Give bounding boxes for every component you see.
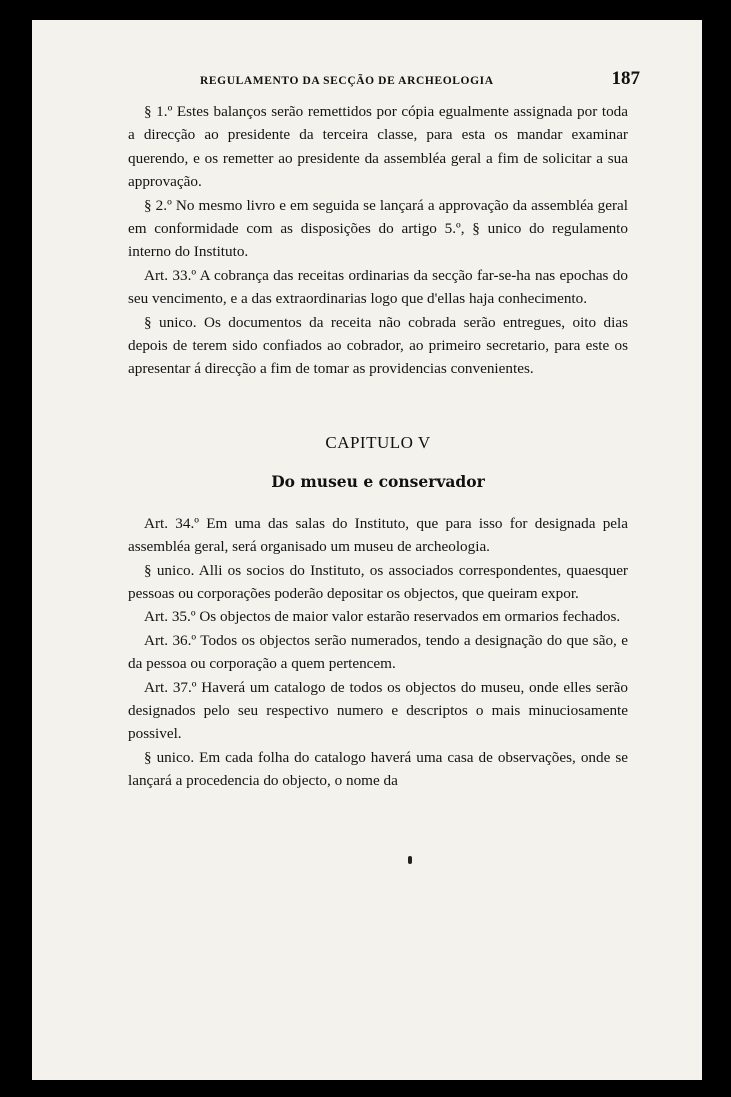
- paragraph: § 2.º No mesmo livro e em seguida se lançará a approvação da assembléa geral em conformidade com as disposições do artigo 5.º, § unico do regulamento interno do Instituto.: [128, 196, 628, 261]
- body-text: [128, 100, 628, 793]
- paragraph: Art. 35.º Os objectos de maior valor estarão reservados em ormarios fechados.: [144, 608, 621, 626]
- document-page: [32, 20, 702, 1080]
- paragraph: Art. 37.º Haverá um catalogo de todos os objectos do museu, onde elles serão designados pelo seu respectivo numero e descriptos o mais minuciosamente possivel.: [128, 678, 628, 743]
- page-header: [200, 68, 640, 90]
- paragraph: Art. 36.º Todos os objectos serão numerados, tendo a designação do que são, e da pessoa ou corporação a quem pertencem.: [128, 631, 628, 673]
- ink-mark: [408, 856, 412, 864]
- paragraph: § unico. Alli os socios do Instituto, os associados correspondentes, quaesquer pessoas ou corporações poderão depositar os objectos, que queiram expor.: [128, 561, 628, 602]
- page-number: 187: [611, 68, 640, 89]
- paragraph: Art. 34.º Em uma das salas do Instituto, que para isso for designada pela assembléa geral, será organisado um museu de archeologia.: [128, 514, 628, 556]
- paragraph: Art. 33.º A cobrança das receitas ordinarias da secção far-se-ha nas epochas do seu vencimento, e a das extraordinarias logo que d'ellas haja conhecimento.: [128, 266, 628, 308]
- chapter-subtitle: Do museu e conservador: [271, 472, 485, 492]
- running-title: REGULAMENTO DA SECÇÃO DE ARCHEOLOGIA: [200, 75, 494, 87]
- paragraph: § unico. Em cada folha do catalogo haverá uma casa de observações, onde se lançará a procedencia do objecto, o nome da: [128, 748, 628, 790]
- paragraph: § unico. Os documentos da receita não cobrada serão entregues, oito dias depois de terem sido confiados ao cobrador, ao primeiro secretario, para este os apresentar á direcção a fim de tomar as providencias convenientes.: [128, 313, 628, 378]
- paragraph: § 1.º Estes balanços serão remettidos por cópia egualmente assignada por toda a direcção ao presidente da terceira classe, para esta os mandar examinar querendo, e os remetter ao presidente da assembléa geral a fim de solicitar a sua approvação.: [128, 103, 628, 191]
- chapter-title: CAPITULO V: [325, 432, 431, 452]
